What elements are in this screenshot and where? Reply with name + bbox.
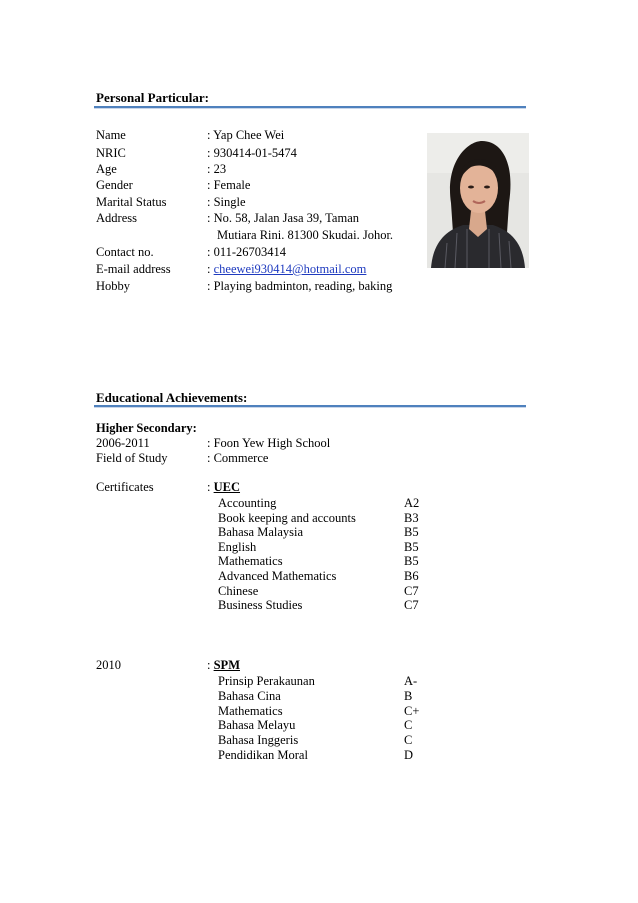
colon: : <box>207 480 214 494</box>
subject-name: Advanced Mathematics <box>218 569 337 583</box>
subject-grade: A2 <box>404 496 420 510</box>
grade-row <box>218 674 428 688</box>
field-label: Field of Study <box>96 451 168 465</box>
grade-row <box>218 718 428 732</box>
subject-grade: B3 <box>404 510 419 525</box>
subject-grade: B5 <box>404 539 419 554</box>
field-value: : No. 58, Jalan Jasa 39, Taman <box>207 211 359 225</box>
grade-row <box>218 748 428 762</box>
subject-name: Bahasa Melayu <box>218 718 296 733</box>
grade-row <box>218 569 428 583</box>
subject-grade: D <box>404 748 414 762</box>
certificates-label: Certificates <box>96 480 154 494</box>
field-value: : 011-26703414 <box>207 245 287 259</box>
grade-row <box>218 704 428 718</box>
educational-achievements-heading: Educational Achievements: <box>96 390 248 405</box>
subject-grade: B <box>404 688 413 703</box>
period-label: 2006-2011 <box>96 436 150 450</box>
email-value <box>207 262 366 277</box>
field-value: : Yap Chee Wei <box>207 128 285 142</box>
colon: : <box>207 262 214 276</box>
email-link[interactable]: cheewei930414@hotmail.com <box>213 262 367 276</box>
grade-row <box>218 511 428 525</box>
spm-year: 2010 <box>96 658 121 672</box>
field-label: Marital Status <box>96 195 167 209</box>
school-name: : Foon Yew High School <box>207 436 331 450</box>
subject-grade: C <box>404 733 413 748</box>
grade-row <box>218 540 428 554</box>
uec-title: UEC <box>213 480 241 494</box>
grade-row <box>218 554 428 568</box>
higher-secondary-heading: Higher Secondary: <box>96 421 197 435</box>
field-value: : Commerce <box>207 451 269 465</box>
subject-name: Pendidikan Moral <box>218 748 308 762</box>
grade-row <box>218 598 428 612</box>
field-label: NRIC <box>96 146 126 160</box>
subject-name: Accounting <box>218 496 277 510</box>
subject-name: Bahasa Inggeris <box>218 733 299 748</box>
field-label: Address <box>96 211 137 225</box>
field-label: Age <box>96 162 117 176</box>
subject-name: Prinsip Perakaunan <box>218 674 315 688</box>
spm-title-wrap <box>207 658 240 673</box>
field-value: : 23 <box>207 162 227 176</box>
subject-name: Bahasa Cina <box>218 688 281 703</box>
subject-grade: B5 <box>404 554 419 569</box>
subject-name: Business Studies <box>218 598 303 613</box>
certificate-title <box>207 480 240 495</box>
field-label: Contact no. <box>96 245 154 259</box>
subject-grade: C+ <box>404 703 420 718</box>
colon: : <box>207 658 214 672</box>
grade-row <box>218 584 428 598</box>
field-label: E-mail address <box>96 262 171 276</box>
subject-grade: A- <box>404 674 418 688</box>
subject-grade: C <box>404 718 413 733</box>
grade-row <box>218 733 428 747</box>
grade-row <box>218 496 428 510</box>
field-label: Name <box>96 128 126 142</box>
subject-grade: B6 <box>404 569 419 583</box>
field-value: : 930414-01-5474 <box>207 146 297 160</box>
field-label: Gender <box>96 178 133 192</box>
subject-name: Bahasa Malaysia <box>218 525 304 540</box>
section-divider <box>94 405 526 408</box>
subject-name: Chinese <box>218 583 259 598</box>
subject-grade: C7 <box>404 583 419 598</box>
profile-photo <box>427 133 529 268</box>
subject-name: English <box>218 539 257 554</box>
field-label: Hobby <box>96 279 131 293</box>
section-divider <box>94 106 526 109</box>
spm-title: SPM <box>213 658 240 672</box>
grade-row <box>218 689 428 703</box>
subject-name: Mathematics <box>218 554 283 569</box>
personal-particular-heading: Personal Particular: <box>96 90 209 105</box>
field-value: Mutiara Rini. 81300 Skudai. Johor. <box>217 228 394 242</box>
subject-grade: C7 <box>404 598 419 613</box>
field-value: : Female <box>207 178 251 192</box>
subject-name: Mathematics <box>218 703 283 718</box>
subject-grade: B5 <box>404 525 419 540</box>
field-value: : Single <box>207 195 246 209</box>
field-value: : Playing badminton, reading, baking <box>207 279 393 293</box>
grade-row <box>218 525 428 539</box>
subject-name: Book keeping and accounts <box>218 510 356 525</box>
